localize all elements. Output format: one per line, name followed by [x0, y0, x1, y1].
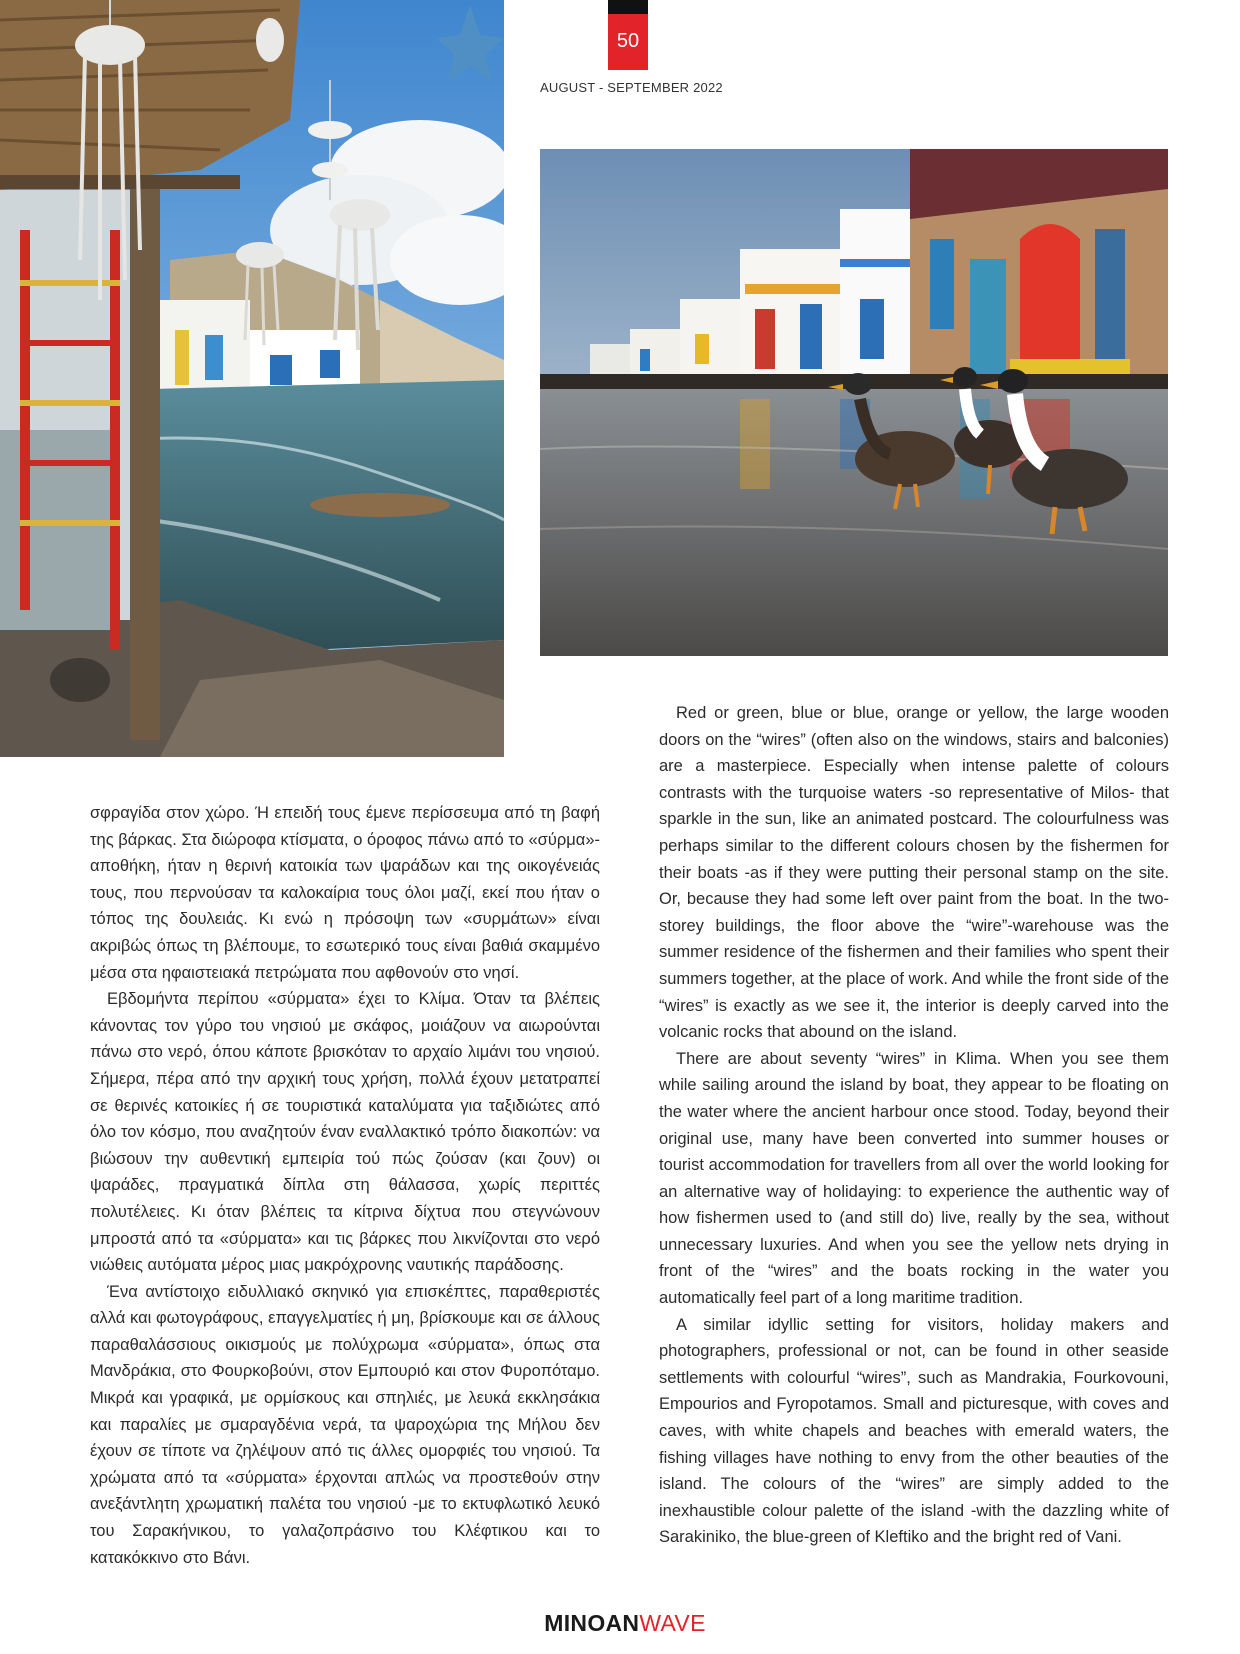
logo-wave: WAVE [639, 1610, 706, 1636]
greek-text-column [90, 800, 600, 1571]
photo-right [540, 149, 1168, 656]
english-text-column [659, 700, 1169, 1551]
page-number-tab [608, 0, 648, 70]
harbor-houses-illustration [0, 0, 504, 757]
tab-top-bar [608, 0, 648, 14]
photo-left [0, 0, 504, 757]
ducks-harbor-illustration [540, 149, 1168, 656]
footer-logo [540, 1610, 710, 1637]
english-paragraph: A similar idyllic setting for visitors, holiday makers and photographers, professional or not, can be found in other seaside settlements with colourful “wires”, such as Mandrakia, Fourkovouni, Empourios and Fyropotamos. Small and picturesque, with coves and caves, with white chapels and beaches with emerald waters, the fishing villages have nothing to envy from the other beauties of the island. The colours of the “wires” are simply added to the inexhaustible colour palette of the island -with the dazzling white of Sarakiniko, the blue-green of Kleftiko and the bright red of Vani. [659, 1315, 1169, 1547]
greek-paragraph: σφραγίδα στον χώρο. Ή επειδή τους έμενε περίσσευμα από τη βαφή της βάρκας. Στα διώροφα κτίσματα, ο όροφος πάνω από το «σύρμα»-αποθήκη, ήταν η θερινή κατοικία των ψαράδων και της οικογένειάς τους, που περνούσαν τα καλοκαίρια τους όλοι μαζί, εκεί που ήταν ο τόπος της δουλειάς. Κι ενώ η πρόσοψη των «συρμάτων» είναι ακριβώς όπως τη βλέπουμε, το εσωτερικό τους είναι βαθιά σκαμμένο μέσα στα ηφαιστειακά πετρώματα που αφθονούν στο νησί. [90, 804, 600, 982]
english-paragraph: Red or green, blue or blue, orange or yellow, the large wooden doors on the “wires” (often also on the windows, stairs and balconies) are a masterpiece. Especially when intense palette of colours contrasts with the turquoise waters -so representative of Milos- that sparkle in the sun, like an animated postcard. The colourfulness was perhaps similar to the different colours chosen by the fishermen for their boats -as if they were putting their personal stamp on the site. Or, because they had some left over paint from the boat. In the two-storey buildings, the floor above the “wire”-warehouse was the summer residence of the fishermen and their families who spent their summers together, at the place of work. And while the front side of the “wires” is exactly as we see it, the interior is deeply carved into the volcanic rocks that abound on the island. [659, 704, 1169, 1042]
english-paragraph: There are about seventy “wires” in Klima. When you see them while sailing around the island by boat, they appear to be floating on the water where the ancient harbour once stood. Today, beyond their original use, many have been converted into summer houses or tourist accommodation for travellers from all over the world looking for an alternative way of holidaying: to experience the authentic way of how fishermen used to (and still do) live, really by the sea, without unnecessary luxuries. And when you see the yellow nets drying in front of the “wires” and the boats rocking in the water you automatically feel part of a long maritime tradition. [659, 1049, 1169, 1308]
greek-paragraph: Ένα αντίστοιχο ειδυλλιακό σκηνικό για επισκέπτες, παραθεριστές αλλά και φωτογράφους, επαγγελματίες ή μη, βρίσκουμε και σε άλλους παραθαλάσσιους οικισμούς με πολύχρωμα «σύρματα», όπως στα Μανδράκια, στο Φουρκοβούνι, στον Εμπουριό και στον Φυροπόταμο. Μικρά και γραφικά, με ορμίσκους και σπηλιές, με λευκά εκκλησάκια και παραλίες με σμαραγδένια νερά, τα ψαροχώρια της Μήλου δεν έχουν σε τίποτε να ζηλέψουν από τις άλλες ομορφιές του νησιού. Τα χρώματα από τα «σύρματα» έρχονται απλώς να προστεθούν στην ανεξάντλητη χρωματική παλέτα του νησιού -με το εκτυφλωτικό λευκό του Σαρακήνικου, το γαλαζοπράσινο του Κλέφτικου και το κατακόκκινο στο Βάνι. [90, 1282, 600, 1567]
page-number: 50 [616, 30, 640, 52]
greek-paragraph: Εβδομήντα περίπου «σύρματα» έχει το Κλίμα. Όταν τα βλέπεις κάνοντας τον γύρο του νησιού με σκάφος, μοιάζουν να αιωρούνται πάνω στο νερό, όπου κάποτε βρισκόταν το αρχαίο λιμάνι του νησιού. Σήμερα, πέρα από την αρχική τους χρήση, πολλά έχουν μετατραπεί σε θερινές κατοικίες ή σε τουριστικά καταλύματα για ταξιδιώτες από όλο τον κόσμο, που αναζητούν έναν εναλλακτικό τρόπο διακοπών: να βιώσουν την αυθεντική εμπειρία τού πώς ζούσαν (και ζουν) οι ψαράδες, πραγματικά δίπλα στη θάλασσα, χωρίς περιττές πολυτέλειες. Κι όταν βλέπεις τα κίτρινα δίχτυα που στεγνώνουν μπροστά από τα «σύρματα» και τις βάρκες που λικνίζονται στο νερό νιώθεις αυτόματα μέρος μιας μακρόχρονης ναυτικής παράδοσης. [90, 990, 600, 1275]
logo-minoan: MINOAN [544, 1610, 640, 1636]
issue-date: AUGUST - SEPTEMBER 2022 [540, 80, 723, 95]
